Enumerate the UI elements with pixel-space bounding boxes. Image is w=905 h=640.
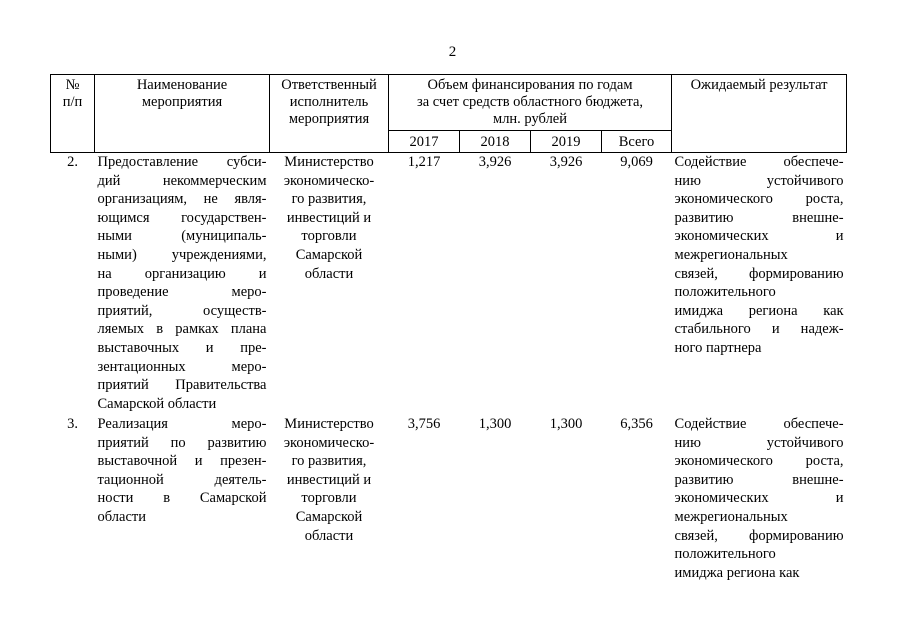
text-line: Реализация меро-	[97, 416, 267, 432]
text-line: развитию внешне-	[674, 471, 844, 488]
header-year-2017: 2017	[389, 131, 460, 153]
value-2018: 1,300	[478, 416, 512, 432]
row-num: 3.	[67, 416, 78, 432]
text-line: связей, формированию	[674, 527, 844, 544]
row-result	[672, 415, 847, 582]
value-2019: 1,300	[549, 416, 583, 432]
value-2018: 3,926	[478, 154, 512, 170]
page-number: 2	[448, 44, 457, 60]
row-name	[95, 153, 270, 416]
text-line: межрегиональных	[674, 508, 788, 525]
text-line: Предоставление субси-	[97, 154, 267, 170]
header-total: Всего	[602, 131, 672, 153]
text-line: ляемых в рамках плана	[97, 321, 267, 338]
header-financing: Объем финансирования по годам за счет средств областного бюджета, млн. рублей	[389, 75, 672, 131]
text-line: связей, формированию	[674, 265, 844, 282]
text-line: межрегиональных	[674, 246, 788, 263]
text-line: ными (муниципаль-	[97, 228, 267, 245]
header-num: № п/п	[51, 75, 95, 153]
text-line: стабильного и надеж-	[674, 321, 844, 338]
text-line: приятий, осуществ-	[97, 302, 267, 319]
header-result: Ожидаемый результат	[672, 75, 847, 153]
text-line: экономических и	[674, 490, 844, 507]
table-header	[51, 75, 847, 153]
text-line: приятий Правительства	[97, 377, 267, 394]
row-responsible: Министерство экономическо- го развития, инвестиций и торговли Самарской области	[283, 154, 375, 282]
text-line: зентационных меро-	[97, 358, 267, 375]
text-line: ющимся государствен-	[97, 209, 267, 226]
row-name-text	[98, 153, 267, 413]
header-responsible: Ответственный исполнитель мероприятия	[270, 75, 389, 153]
row-result-text	[675, 415, 844, 582]
text-line: тационной деятель-	[97, 471, 267, 488]
text-line: развитию внешне-	[674, 209, 844, 226]
row-name-text	[98, 415, 267, 527]
row-responsible: Министерство экономическо- го развития, инвестиций и торговли Самарской области	[283, 416, 375, 544]
value-2017: 1,217	[407, 154, 441, 170]
text-line: выставочной и презен-	[97, 453, 267, 470]
header-year-2019: 2019	[531, 131, 602, 153]
text-line: Самарской области	[97, 395, 217, 412]
text-line: экономических и	[674, 228, 844, 245]
header-name: Наименование мероприятия	[95, 75, 270, 153]
value-total: 6,356	[620, 416, 653, 432]
value-2019: 3,926	[549, 154, 583, 170]
text-line: имиджа региона как	[674, 302, 844, 319]
activities-table	[50, 74, 847, 582]
row-result-text	[675, 153, 844, 358]
value-2017: 3,756	[407, 416, 441, 432]
text-line: имиджа региона как	[674, 564, 800, 581]
text-line: положительного	[674, 546, 776, 563]
text-line: проведение меро-	[97, 284, 267, 301]
text-line: выставочных и пре-	[97, 339, 267, 356]
row-num: 2.	[67, 154, 78, 170]
table-row	[51, 415, 847, 582]
text-line: ности в Самарской	[97, 490, 267, 507]
text-line: экономического роста,	[674, 453, 844, 470]
text-line: ного партнера	[674, 339, 762, 356]
table-row	[51, 153, 847, 416]
text-line: Содействие обеспече-	[674, 416, 844, 432]
text-line: организациям, не явля-	[97, 191, 267, 208]
text-line: экономического роста,	[674, 191, 844, 208]
text-line: нию устойчивого	[674, 434, 844, 451]
text-line: нию устойчивого	[674, 172, 844, 189]
text-line: положительного	[674, 284, 776, 301]
text-line: ными) учреждениями,	[97, 246, 267, 263]
text-line: области	[97, 508, 146, 525]
text-line: приятий по развитию	[97, 434, 267, 451]
header-year-2018: 2018	[460, 131, 531, 153]
text-line: на организацию и	[97, 265, 267, 282]
value-total: 9,069	[620, 154, 653, 170]
row-result	[672, 153, 847, 416]
text-line: дий некоммерческим	[97, 172, 267, 189]
text-line: Содействие обеспече-	[674, 154, 844, 170]
row-name	[95, 415, 270, 582]
